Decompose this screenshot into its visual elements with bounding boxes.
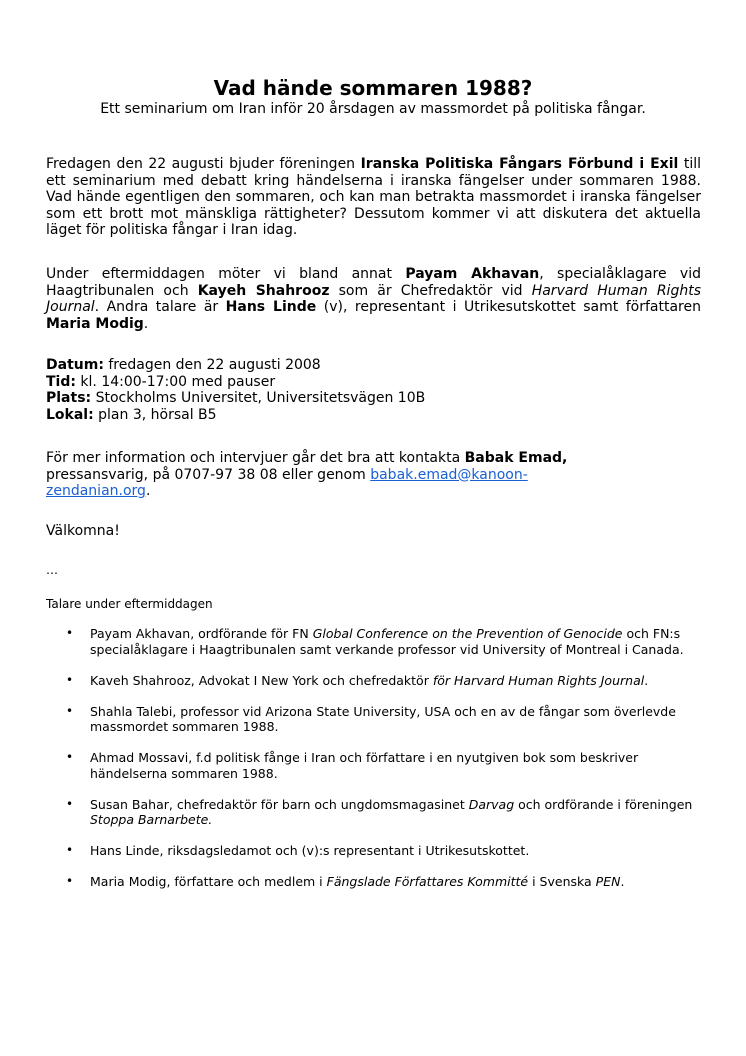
speaker-name: Hans Linde <box>225 299 317 316</box>
organization-name: Iranska Politiska Fångars Förbund i Exil <box>360 156 679 172</box>
speaker-text-italic: Stoppa Barnarbete. <box>90 812 213 827</box>
list-item <box>46 626 706 657</box>
list-item <box>46 797 706 828</box>
intro-text: . <box>143 315 149 332</box>
speaker-text: . <box>620 874 625 889</box>
place-label: Plats: <box>46 390 92 407</box>
contact-text: . <box>145 483 151 500</box>
bullet-icon: • <box>66 703 74 718</box>
date-row <box>46 357 701 374</box>
intro-text: . Andra talare är <box>94 299 226 316</box>
intro-text: Fredagen den 22 augusti bjuder föreningen <box>46 156 361 172</box>
room-label: Lokal: <box>46 406 94 423</box>
speaker-text-italic: Darvag <box>468 796 515 812</box>
bullet-icon: • <box>66 672 74 687</box>
speaker-text-italic: Fängslade Författares Kommitté <box>326 874 529 889</box>
date-label: Datum: <box>46 357 104 373</box>
date-value: fredagen den 22 augusti 2008 <box>103 357 321 373</box>
list-item <box>46 874 706 890</box>
list-item <box>46 750 706 781</box>
bullet-icon: • <box>66 874 74 888</box>
welcome-text: Välkomna! <box>46 523 120 539</box>
speaker-text-italic: Global Conference on the Prevention of Genocide <box>312 626 623 641</box>
contact-text: pressansvarig, på 0707-97 38 08 eller genom <box>46 466 371 483</box>
speaker-text: Shahla Talebi, professor vid Arizona State University, USA och en av de fångar som överlevde massmordet sommaren 1988. <box>90 703 676 734</box>
room-row <box>46 407 701 424</box>
contact-text: För mer information och intervjuer går det bra att kontakta <box>46 450 465 466</box>
speaker-text-italic: PEN <box>595 874 621 889</box>
intro-paragraph-1 <box>46 156 701 239</box>
speaker-text: Maria Modig, författare och medlem i <box>90 874 327 889</box>
speaker-text-italic: för Harvard Human Rights Journal <box>432 672 645 688</box>
speaker-text: Hans Linde, riksdagsledamot och (v):s representant i Utrikesutskottet. <box>90 843 530 858</box>
intro-text: till ett seminarium med debatt kring händelserna i iranska fängelser under sommaren 1988. Vad hände egentligen den sommaren, och kan man betrakta massmordet i iranska fängelser som ett brott mot mänskliga rättigheter? Dessutom kommer vi att diskutera det aktuella läget för politiska fångar i Iran idag. <box>46 156 701 239</box>
contact-paragraph <box>46 450 701 500</box>
speaker-name: Maria Modig <box>46 315 144 332</box>
speakers-list <box>46 626 706 905</box>
intro-text: Under eftermiddagen möter vi bland annat <box>46 266 406 282</box>
bullet-icon: • <box>66 626 74 640</box>
place-value: Stockholms Universitet, Universitetsvägen 10B <box>91 390 426 407</box>
intro-text: , specialåklagare vid Haagtribunalen och <box>46 266 701 299</box>
page-title: Vad hände sommaren 1988? <box>213 76 533 100</box>
speaker-text: Payam Akhavan, ordförande för FN <box>90 626 313 641</box>
intro-text: som är Chefredaktör vid <box>329 282 532 299</box>
list-item <box>46 673 706 689</box>
email-part: zendanian.org <box>46 483 146 500</box>
time-row <box>46 374 701 391</box>
event-details <box>46 357 701 423</box>
page-subtitle: Ett seminarium om Iran inför 20 årsdagen av massmordet på politiska fångar. <box>100 101 646 117</box>
email-part: babak.emad@kanoon- <box>370 466 528 483</box>
intro-text: (v), representant i Utrikesutskottet samt författaren <box>316 299 701 316</box>
speaker-text: Ahmad Mossavi, f.d politisk fånge i Iran och författare i en nyutgiven bok som beskriver händelserna sommaren 1988. <box>90 750 639 781</box>
ellipsis-separator: … <box>46 563 58 577</box>
speaker-text: Susan Bahar, chefredaktör för barn och ungdomsmagasinet <box>90 796 469 812</box>
speakers-heading: Talare under eftermiddagen <box>46 597 213 611</box>
speaker-text: Kaveh Shahrooz, Advokat I New York och chefredaktör <box>90 672 433 688</box>
speaker-name: Kayeh Shahrooz <box>197 282 330 299</box>
room-value: plan 3, hörsal B5 <box>93 406 217 423</box>
time-label: Tid: <box>46 373 76 390</box>
speaker-name: Payam Akhavan <box>405 266 540 282</box>
intro-paragraph-2 <box>46 266 701 332</box>
list-item <box>46 704 706 735</box>
place-row <box>46 390 701 407</box>
speaker-text: . <box>644 672 649 688</box>
bullet-icon: • <box>66 796 74 811</box>
bullet-icon: • <box>66 843 74 857</box>
contact-name: Babak Emad, <box>464 450 568 466</box>
bullet-icon: • <box>66 750 74 764</box>
time-value: kl. 14:00-17:00 med pauser <box>75 373 276 390</box>
speaker-text: i Svenska <box>528 874 596 889</box>
speaker-text: och FN:s specialåklagare i Haagtribunalen samt verkande professor vid University of Montreal i Canada. <box>90 626 684 657</box>
list-item <box>46 843 706 859</box>
speaker-text: och ordförande i föreningen <box>514 796 693 812</box>
journal-name: Harvard Human Rights Journal <box>46 282 701 316</box>
